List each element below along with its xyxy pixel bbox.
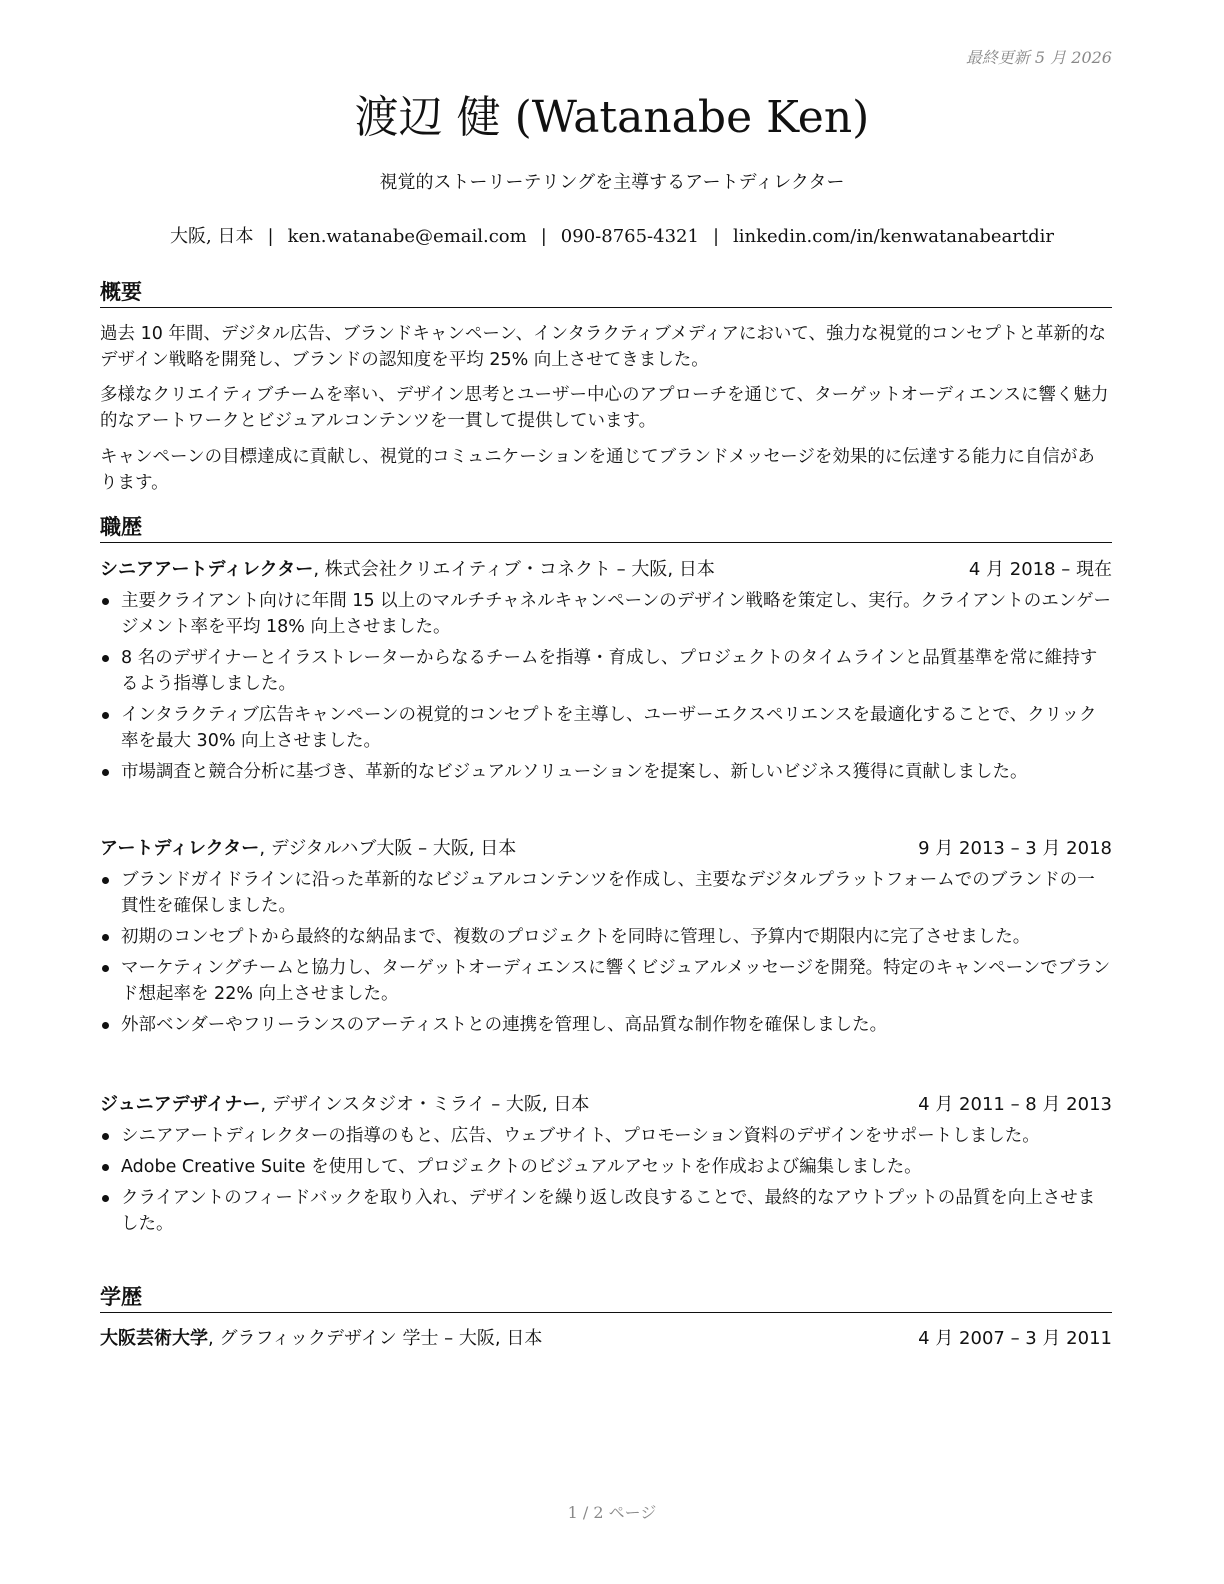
job-heading (100, 836, 1112, 862)
summary-paragraph: 過去 10 年間、デジタル広告、ブランドキャンペーン、インタラクティブメディアにおいて、強力な視覚的コンセプトと革新的なデザイン戦略を開発し、ブランドの認知度を平均 25% 向上させてきました。 (100, 324, 1107, 370)
contact-separator: | (712, 226, 720, 247)
job-dates: 4 月 2011 – 8 月 2013 (918, 1094, 1112, 1115)
job-bullet: 初期のコンセプトから最終的な納品まで、複数のプロジェクトを同時に管理し、予算内で期限内に完了させました。 (100, 924, 1112, 950)
job-title: ジュニアデザイナー (100, 1094, 261, 1115)
job-org: , デジタルハブ大阪 – 大阪, 日本 (259, 838, 517, 859)
job-org: , デザインスタジオ・ミライ – 大阪, 日本 (260, 1094, 590, 1115)
contact-email[interactable]: ken.watanabe@email.com (287, 226, 527, 247)
job-bullet: 8 名のデザイナーとイラストレーターからなるチームを指導・育成し、プロジェクトのタイムラインと品質基準を常に維持するよう指導しました。 (100, 645, 1112, 697)
contact-separator: | (267, 226, 274, 247)
summary-paragraph: 多様なクリエイティブチームを率い、デザイン思考とユーザー中心のアプローチを通じて、ターゲットオーディエンスに響く魅力的なアートワークとビジュアルコンテンツを一貫して提供しています。 (100, 385, 1109, 431)
tagline: 視覚的ストーリーテリングを主導するアートディレクター (379, 172, 845, 193)
job-bullets (100, 867, 1112, 1043)
candidate-name: 渡辺 健 (Watanabe Ken) (354, 92, 870, 143)
contact-location: 大阪, 日本 (170, 226, 254, 247)
job-bullet: インタラクティブ広告キャンペーンの視覚的コンセプトを主導し、ユーザーエクスペリエンスを最適化することで、クリック率を最大 30% 向上させました。 (100, 702, 1112, 754)
job-heading (100, 557, 1112, 583)
job-bullets (100, 588, 1112, 790)
job-bullet: クライアントのフィードバックを取り入れ、デザインを繰り返し改良することで、最終的なアウトプットの品質を向上させました。 (100, 1185, 1112, 1237)
job-title: アートディレクター (100, 838, 260, 859)
job-bullet: Adobe Creative Suite を使用して、プロジェクトのビジュアルアセットを作成および編集しました。 (100, 1154, 1112, 1180)
job-bullet: シニアアートディレクターの指導のもと、広告、ウェブサイト、プロモーション資料のデザインをサポートしました。 (100, 1123, 1112, 1149)
contact-phone: 090-8765-4321 (560, 226, 699, 247)
education-school: 大阪芸術大学 (100, 1328, 208, 1349)
summary-paragraph: キャンペーンの目標達成に貢献し、視覚的コミュニケーションを通じてブランドメッセージを効果的に伝達する能力に自信があります。 (100, 447, 1095, 493)
section-title-education: 学歴 (100, 1283, 1112, 1313)
job-org: , 株式会社クリエイティブ・コネクト – 大阪, 日本 (313, 559, 715, 580)
job-bullets (100, 1123, 1112, 1242)
job-dates: 4 月 2018 – 現在 (968, 559, 1112, 580)
section-title-experience: 職歴 (100, 513, 1112, 543)
contact-separator: | (540, 226, 547, 247)
job-bullet: マーケティングチームと協力し、ターゲットオーディエンスに響くビジュアルメッセージを開発。特定のキャンペーンでブランド想起率を 22% 向上させました。 (100, 955, 1112, 1007)
contact-linkedin[interactable]: linkedin.com/in/kenwatanabeartdir (733, 226, 1054, 247)
job-bullet: 主要クライアント向けに年間 15 以上のマルチチャネルキャンペーンのデザイン戦略を策定し、実行。クライアントのエンゲージメント率を平均 18% 向上させました。 (100, 588, 1112, 640)
job-dates: 9 月 2013 – 3 月 2018 (918, 838, 1112, 859)
job-title: シニアアートディレクター (100, 559, 314, 580)
job-heading (100, 1092, 1112, 1118)
education-dates: 4 月 2007 – 3 月 2011 (918, 1328, 1112, 1349)
contact-line (0, 224, 1224, 250)
education-heading (100, 1326, 1112, 1352)
section-title-summary: 概要 (100, 278, 1112, 308)
education-degree: , グラフィックデザイン 学士 – 大阪, 日本 (208, 1328, 543, 1349)
job-bullet: 外部ベンダーやフリーランスのアーティストとの連携を管理し、高品質な制作物を確保しました。 (100, 1012, 1112, 1038)
job-bullet: 市場調査と競合分析に基づき、革新的なビジュアルソリューションを提案し、新しいビジネス獲得に貢献しました。 (100, 759, 1112, 785)
page-number: 1 / 2 ページ (567, 1503, 657, 1522)
last-updated: 最終更新 5 月 2026 (965, 48, 1112, 67)
job-bullet: ブランドガイドラインに沿った革新的なビジュアルコンテンツを作成し、主要なデジタルプラットフォームでのブランドの一貫性を確保しました。 (100, 867, 1112, 919)
